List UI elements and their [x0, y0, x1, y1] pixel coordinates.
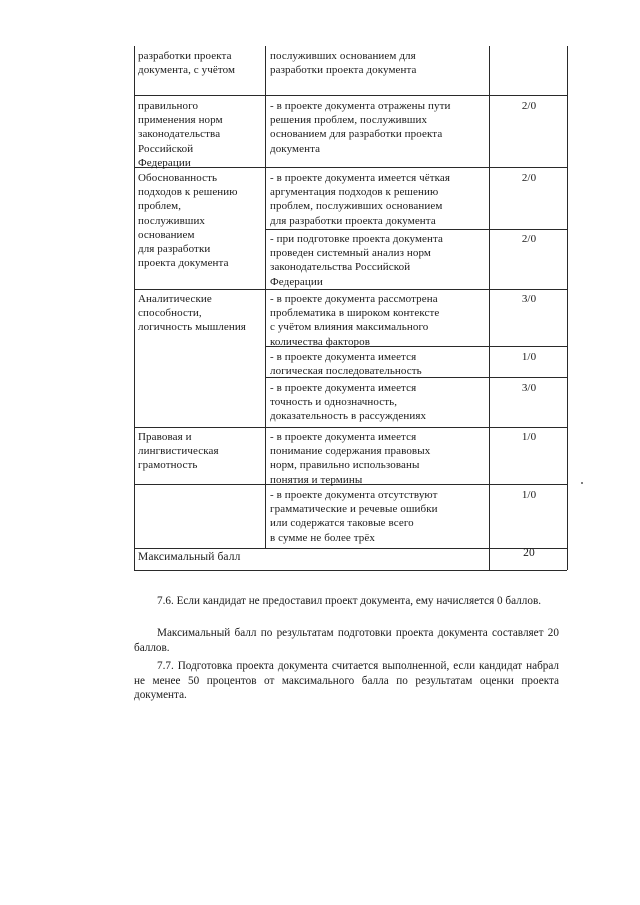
indicator-cell: - в проекте документа имеется чёткая аргументация подходов к решению проблем, послуживших основанием для разработки проекта документа — [270, 172, 451, 227]
indicator-cell: - в проекте документа отражены пути решения проблем, послуживших основанием для разработки проекта документа — [270, 100, 451, 155]
indicator-cell: - в проекте документа имеется понимание содержания правовых норм, правильно использованы понятия и термины — [270, 431, 431, 486]
score-cell: 1/0 — [521, 489, 537, 501]
score-cell: 2/0 — [521, 100, 537, 112]
table-border-bottom — [134, 570, 567, 571]
criterion-cell: разработки проекта документа, с учётом — [138, 50, 236, 77]
score-cell: 3/0 — [521, 293, 537, 305]
criterion-cell: Аналитические способности, логичность мышления — [138, 293, 246, 334]
paragraph-max-score: Максимальный балл по результатам подготовки проекта документа составляет 20 баллов. — [134, 627, 559, 654]
row-divider — [134, 95, 567, 96]
row-divider — [265, 229, 567, 230]
indicator-cell: - при подготовке проекта документа проведен системный анализ норм законодательства Российской Федерации — [270, 233, 444, 288]
score-cell: 2/0 — [521, 233, 537, 245]
indicator-cell: - в проекте документа рассмотрена проблематика в широком контексте с учётом влияния максимального количества факторов — [270, 293, 440, 348]
paragraph-7-7: 7.7. Подготовка проекта документа считается выполненной, если кандидат набрал не менее 50 процентов от максимального балла по результатам оценки проекта документа. — [134, 660, 559, 701]
indicator-cell: - в проекте документа имеется логическая последовательность — [270, 351, 422, 378]
total-score: 20 — [523, 547, 535, 559]
table-border-right — [567, 46, 568, 570]
score-cell: 2/0 — [521, 172, 537, 184]
total-label: Максимальный балл — [138, 551, 241, 563]
table-border-left — [134, 46, 135, 570]
score-cell: 1/0 — [521, 431, 537, 443]
table-col-divider-1 — [265, 46, 266, 548]
scan-speck — [581, 482, 583, 484]
row-divider — [134, 289, 567, 290]
criterion-cell: правильного применения норм законодательства Российской Федерации — [138, 100, 223, 169]
score-cell: 1/0 — [521, 351, 537, 363]
criterion-cell: Обоснованность подходов к решению проблем, послуживших основанием для разработки проекта документа — [138, 172, 238, 270]
indicator-cell: - в проекте документа отсутствуют грамматические и речевые ошибки или содержатся таковые всего в сумме не более трёх — [270, 489, 438, 544]
paragraph-7-6: 7.6. Если кандидат не предоставил проект документа, ему начисляется 0 баллов. — [157, 595, 542, 607]
score-cell: 3/0 — [521, 382, 537, 394]
criterion-cell: Правовая и лингвистическая грамотность — [138, 431, 219, 472]
indicator-cell: - в проекте документа имеется точность и однозначность, доказательность в рассуждениях — [270, 382, 427, 423]
table-col-divider-2 — [489, 46, 490, 570]
row-divider — [134, 427, 567, 428]
indicator-cell: послуживших основанием для разработки проекта документа — [270, 50, 417, 77]
